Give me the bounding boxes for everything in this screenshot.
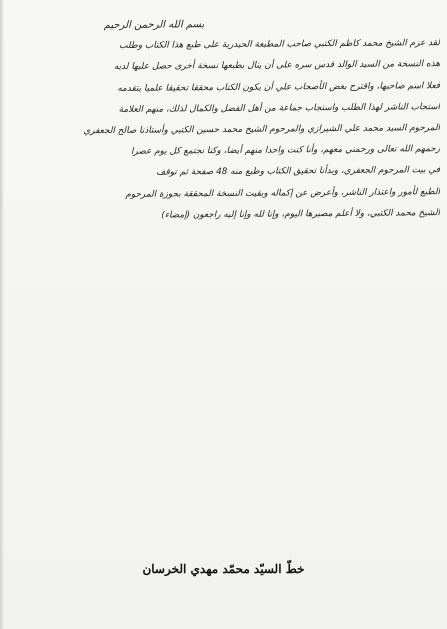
handwritten-manuscript	[8, 14, 440, 226]
manuscript-line: استجاب الناشر لهذا الطلب واستجاب جماعة من أهل الفضل والكمال لذلك، منهم العلامة	[118, 101, 441, 115]
manuscript-line: فعلا اسم صاحبها، واقترح بعض الأصحاب علي أن يكون الكتاب محققا تحقيقا علميا يتقدمه	[117, 80, 441, 94]
manuscript-line: رحمهم الله تعالى ورحمني معهم، وأنا كنت واحدا منهم أيضا، وكنا نجتمع كل يوم عصرا	[130, 144, 441, 157]
manuscript-line: هذه النسخة من السيد الوالد قدس سره على أن ينال بطبعها نسخة أخرى حصل عليها لديه	[113, 59, 441, 73]
manuscript-line: في بيت المرحوم الجعفري، وبدأنا تحقيق الكتاب وطبع منه 48 صفحة ثم توقف	[156, 165, 441, 178]
manuscript-line: المرحوم السيد محمد علي الشيرازي والمرحوم الشيخ محمد حسين الكتبي وأستاذنا صالح الجعفري	[83, 123, 441, 137]
manuscript-heading: بسم الله الرحمن الرحيم	[103, 19, 205, 32]
manuscript-line: الشيخ محمد الكتبي، ولا أعلم مصيرها اليوم، وإنا لله وإنا إليه راجعون (إمضاء)	[161, 207, 441, 221]
figure-caption: خطّ السيّد محمّد مهدي الخرسان	[142, 562, 305, 576]
manuscript-line: لقد عزم الشيخ محمد كاظم الكتبي صاحب المطبعة الحيدرية على طبع هذا الكتاب وطلب	[119, 38, 441, 52]
manuscript-line: الطبع لأمور واعتذار الناشر، وأعرض عن إكماله وبقيت النسخة المحققة بحوزة المرحوم	[125, 186, 441, 200]
page-edge-shadow	[0, 0, 4, 629]
